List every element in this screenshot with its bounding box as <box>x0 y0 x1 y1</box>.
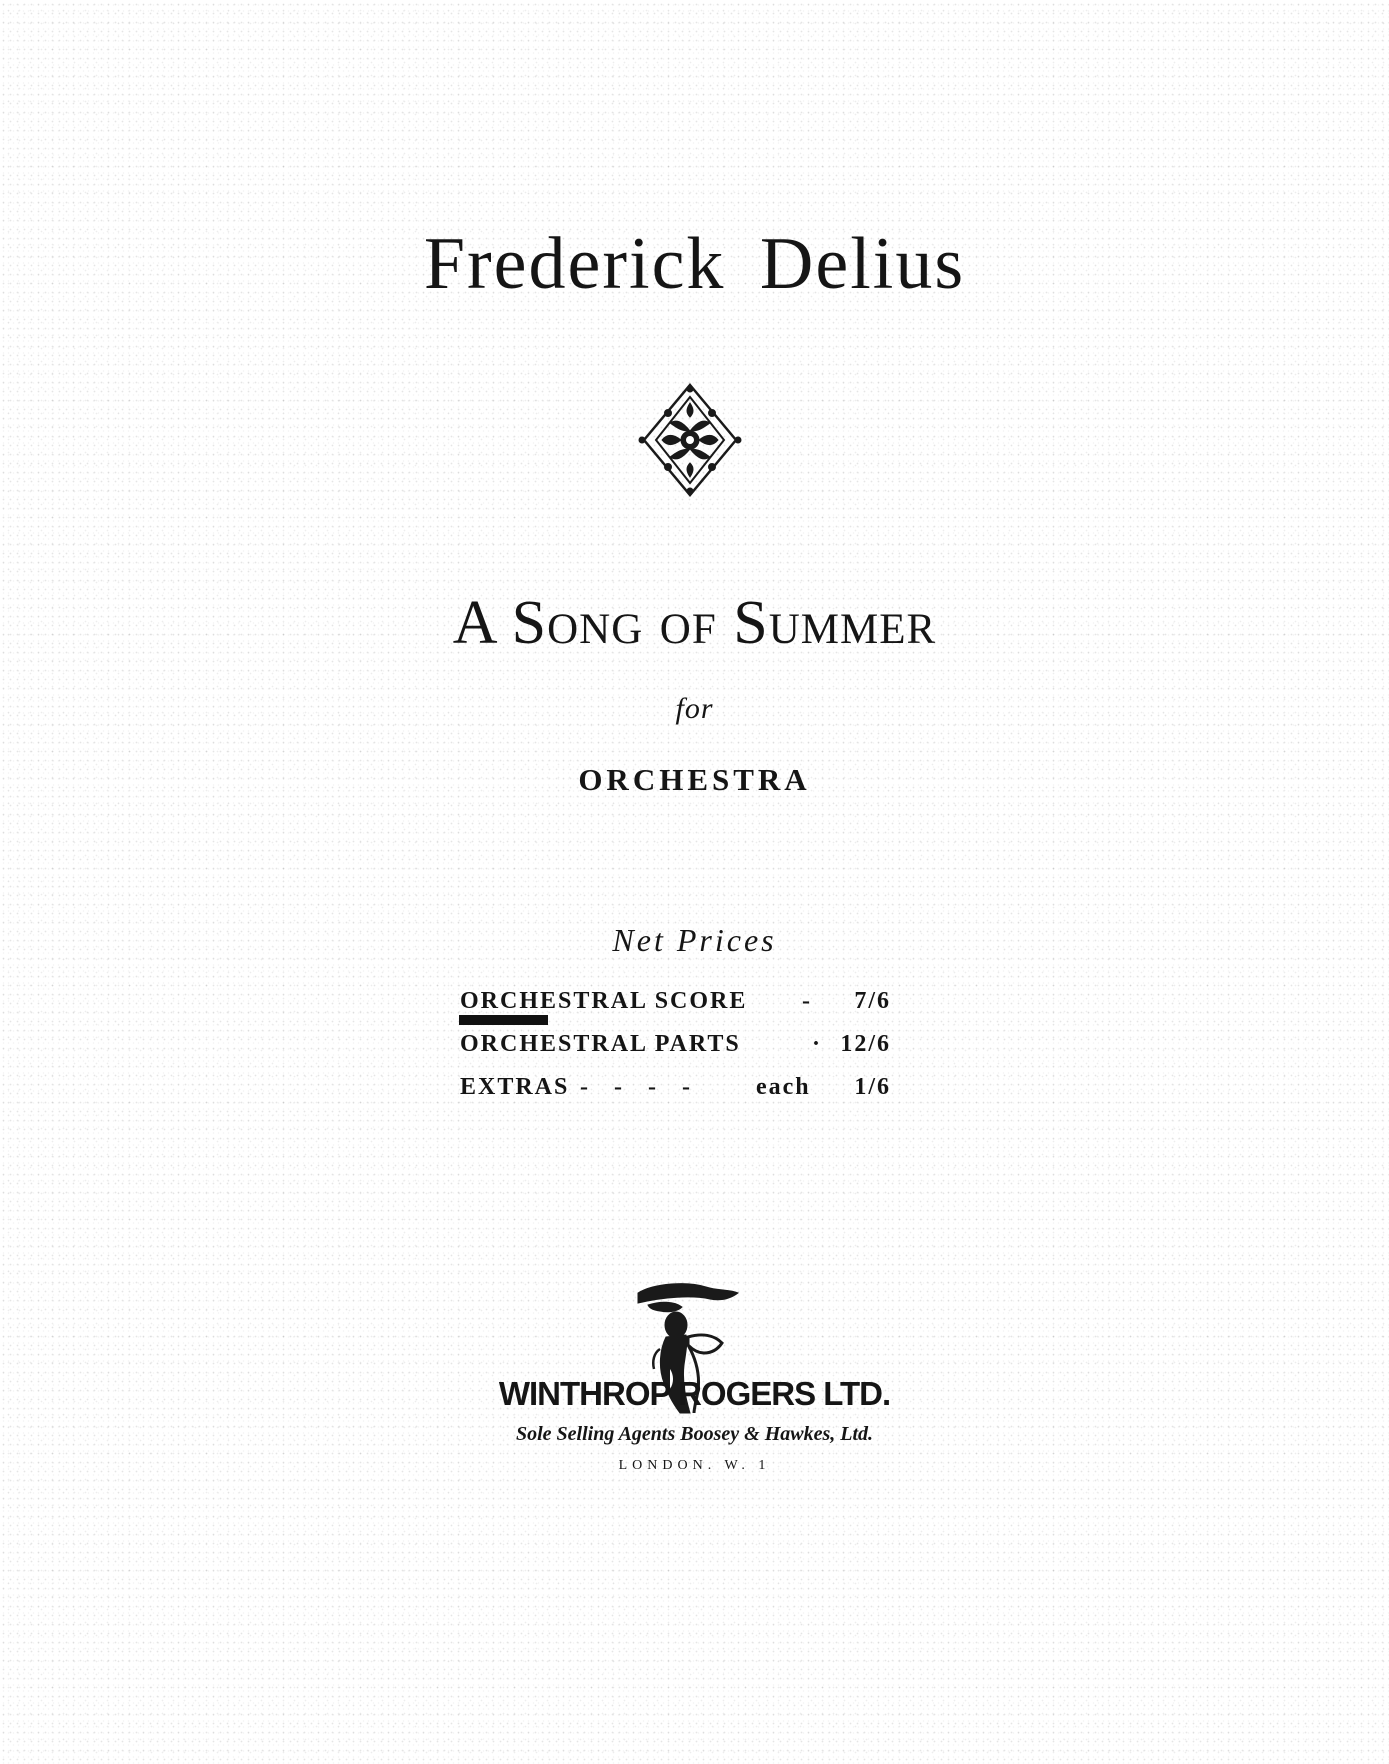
publisher-name: WINTHROP ROGERS LTD. <box>498 1375 891 1412</box>
price-row <box>0 1074 1389 1108</box>
instrumentation: ORCHESTRA <box>578 762 811 797</box>
price-dashes: · <box>812 1031 823 1057</box>
price-label: EXTRAS <box>460 1074 570 1100</box>
price-row <box>0 1031 1389 1065</box>
price-dashes: - <box>802 988 812 1014</box>
net-prices-heading: Net Prices <box>612 922 777 958</box>
composer-name: Frederick Delius <box>423 223 966 305</box>
work-title: A Song of Summer <box>452 589 937 657</box>
price-each: each <box>756 1074 811 1100</box>
price-label: ORCHESTRAL SCORE <box>460 988 748 1014</box>
price-row <box>0 988 1389 1022</box>
price-label: ORCHESTRAL PARTS <box>460 1031 741 1057</box>
price-value: 1/6 <box>854 1074 891 1100</box>
for-text: for <box>675 692 714 725</box>
selling-agents: Sole Selling Agents Boosey & Hawkes, Ltd. <box>515 1423 874 1445</box>
price-value: 12/6 <box>840 1031 891 1057</box>
price-value: 7/6 <box>854 988 891 1014</box>
underline-mark <box>459 1015 548 1025</box>
price-dashes: - - - - <box>580 1074 692 1100</box>
floral-ornament-icon <box>636 381 744 499</box>
publisher-city: LONDON. W. 1 <box>618 1458 771 1473</box>
